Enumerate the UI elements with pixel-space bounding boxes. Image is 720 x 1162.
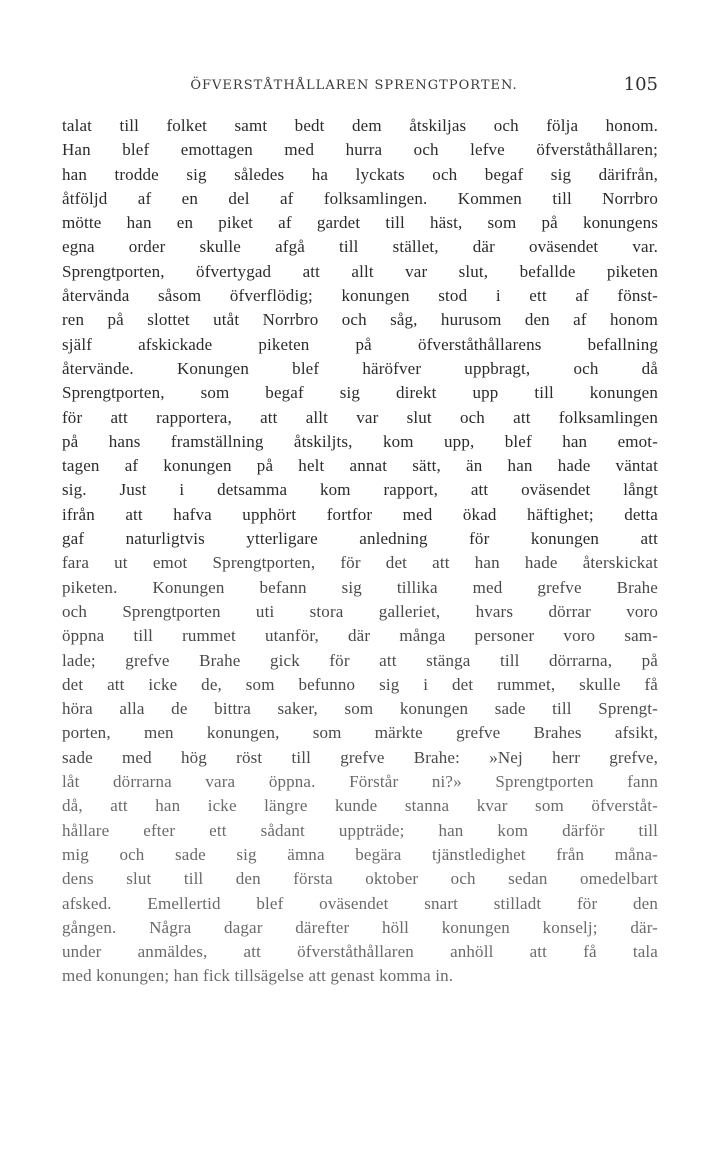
body-text — [62, 114, 658, 989]
text-line: det att icke de, som befunno sig i det rummet, skulle få — [62, 674, 658, 694]
text-line: låt dörrarna vara öppna. Förstår ni?» Sprengtporten fann — [62, 772, 658, 792]
text-line: öppna till rummet utanför, där många personer voro sam- — [62, 626, 658, 646]
running-title: ÖFVERSTÅTHÅLLAREN SPRENGTPORTEN. — [190, 78, 518, 93]
text-line: för att rapportera, att allt var slut och att folksamlingen — [62, 407, 658, 427]
text-line: gången. Några dagar därefter höll konungen konselj; där- — [62, 917, 658, 937]
text-line: lade; grefve Brahe gick för att stänga till dörrarna, på — [62, 650, 658, 670]
text-line: sig. Just i detsamma kom rapport, att oväsendet långt — [62, 480, 658, 500]
text-line: egna order skulle afgå till stället, där oväsendet var. — [62, 237, 658, 257]
text-line: under anmäldes, att öfverståthållaren anhöll att få tala — [62, 942, 658, 962]
text-line: talat till folket samt bedt dem åtskiljas och följa honom. — [62, 116, 658, 135]
text-line: själf afskickade piketen på öfverståthållarens befallning — [62, 334, 658, 354]
text-line: återvände. Konungen blef häröfver uppbragt, och då — [62, 358, 658, 378]
text-line: Sprengtporten, öfvertygad att allt var slut, befallde piketen — [62, 261, 658, 281]
text-line: fara ut emot Sprengtporten, för det att han hade återskickat — [62, 553, 658, 573]
text-line: Han blef emottagen med hurra och lefve öfverståthållaren; — [62, 140, 658, 160]
page-number: 105 — [623, 74, 658, 95]
text-line: på hans framställning åtskiljts, kom upp, blef han emot- — [62, 431, 658, 451]
text-line: mötte han en piket af gardet till häst, som på konungens — [62, 213, 658, 233]
text-line: återvända såsom öfverflödig; konungen stod i ett af fönst- — [62, 286, 658, 306]
text-line: sade med hög röst till grefve Brahe: »Nej herr grefve, — [62, 747, 658, 767]
text-line: och Sprengtporten uti stora galleriet, hvars dörrar voro — [62, 601, 658, 621]
text-line: då, att han icke längre kunde stanna kvar som öfverståt- — [62, 796, 658, 816]
text-line: mig och sade sig ämna begära tjänstledighet från måna- — [62, 844, 658, 864]
text-line: höra alla de bittra saker, som konungen sade till Sprengt- — [62, 699, 658, 719]
text-line: med konungen; han fick tillsägelse att genast komma in. — [62, 966, 454, 986]
text-line: tagen af konungen på helt annat sätt, än han hade väntat — [62, 456, 658, 476]
text-line: ifrån att hafva upphört fortfor med ökad häftighet; detta — [62, 504, 658, 524]
text-line: gaf naturligtvis ytterligare anledning för konungen att — [62, 529, 658, 549]
text-line: han trodde sig således ha lyckats och begaf sig därifrån, — [62, 164, 658, 184]
text-line: åtföljd af en del af folksamlingen. Kommen till Norrbro — [62, 188, 658, 208]
text-line: Sprengtporten, som begaf sig direkt upp till konungen — [62, 383, 658, 403]
text-line: piketen. Konungen befann sig tillika med grefve Brahe — [62, 577, 658, 597]
text-line: hållare efter ett sådant uppträde; han kom därför till — [62, 820, 658, 840]
text-line: porten, men konungen, som märkte grefve Brahes afsikt, — [62, 723, 658, 743]
text-line: ren på slottet utåt Norrbro och såg, hurusom den af honom — [62, 310, 658, 330]
text-line: afsked. Emellertid blef oväsendet snart stilladt för den — [62, 893, 658, 913]
running-header — [62, 74, 658, 98]
text-line: dens slut till den första oktober och sedan omedelbart — [62, 869, 658, 889]
